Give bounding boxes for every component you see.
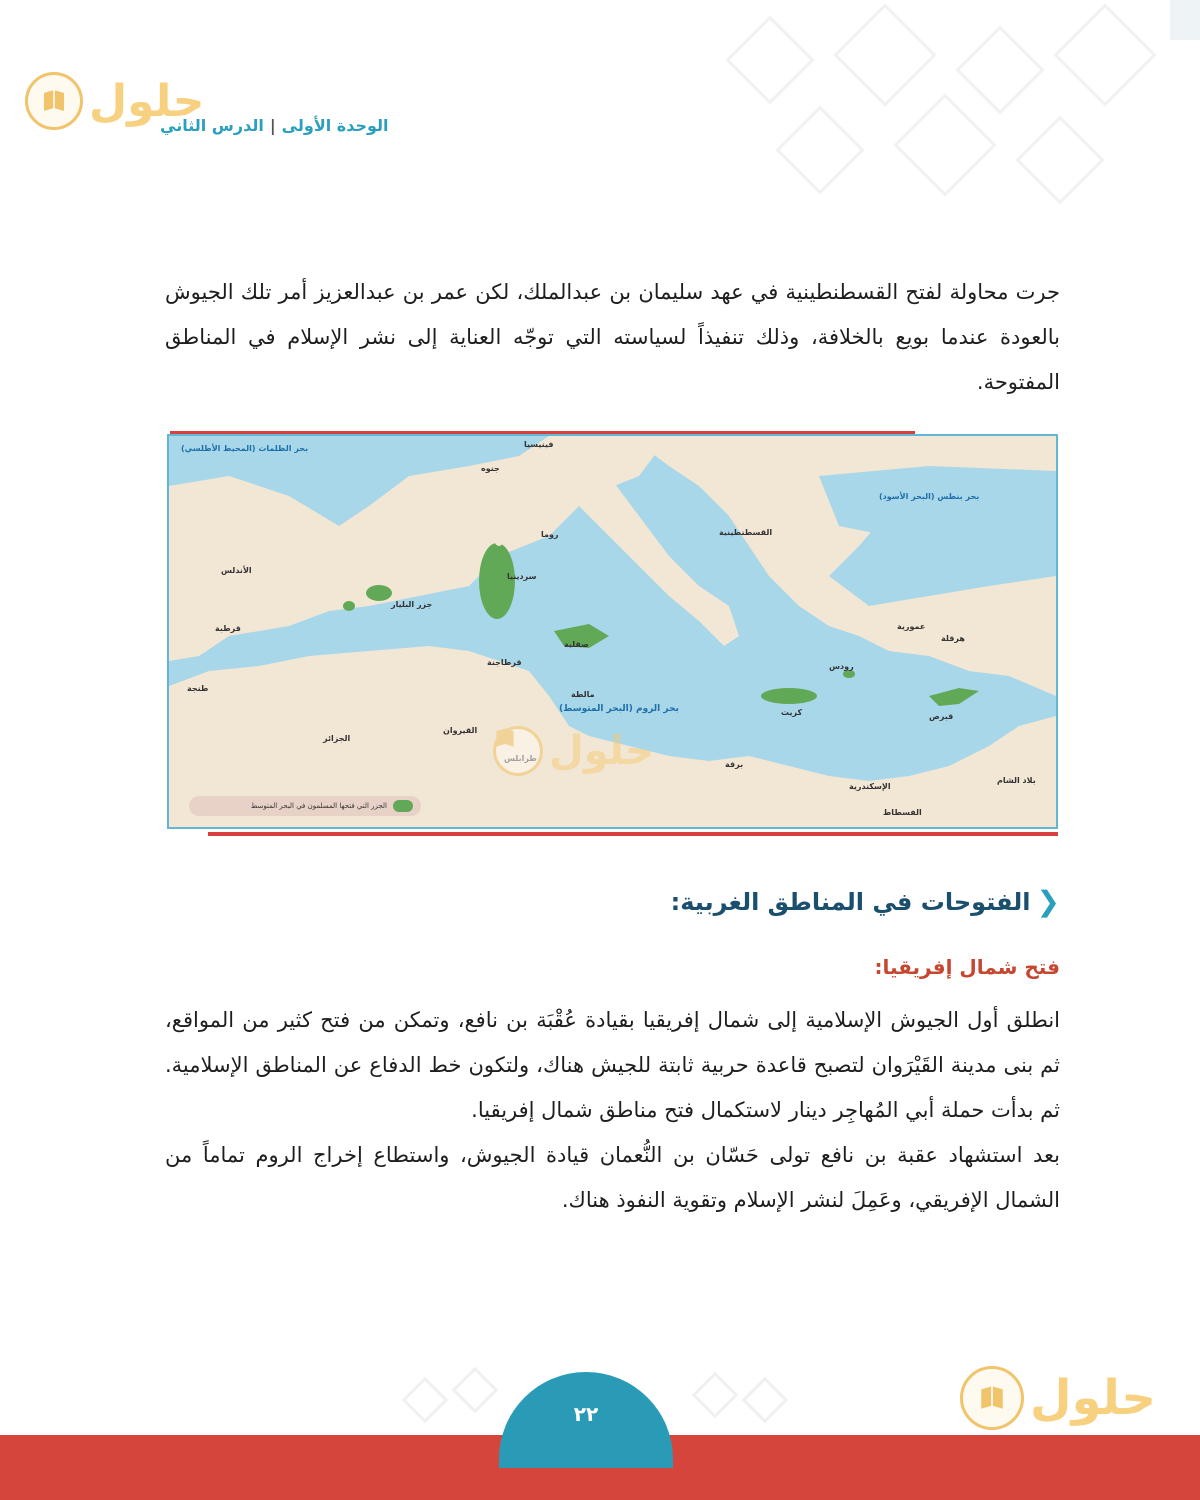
label-mediterranean: بحر الروم (البحر المتوسط)	[559, 704, 679, 714]
label-balearic: جزر البليار	[391, 600, 433, 609]
page-number: ٢٢	[573, 1402, 599, 1426]
header-breadcrumb	[160, 116, 389, 135]
label-cyprus: قبرص	[929, 712, 954, 721]
book-icon	[960, 1366, 1024, 1430]
corsica-island	[491, 506, 507, 546]
map-legend	[189, 796, 421, 816]
sardinia-island	[479, 543, 515, 619]
logo-word: حلول	[1030, 1370, 1156, 1426]
label-sham: بلاد الشام	[997, 776, 1036, 785]
hlol-logo-map	[493, 726, 654, 776]
label-black-sea: بحر بنطس (البحر الأسود)	[879, 492, 980, 501]
label-alexandria: الإسكندرية	[849, 782, 891, 791]
logo-word: حلول	[89, 75, 205, 127]
subheading: فتح شمال إفريقيا:	[874, 955, 1060, 979]
label-andalus: الأندلس	[221, 566, 252, 575]
label-sicily: صقلية	[564, 640, 589, 649]
label-rhodes: رودس	[829, 662, 854, 671]
label-malta: مالطة	[571, 690, 595, 699]
book-icon	[493, 726, 543, 776]
map-bottom-rule	[208, 832, 1058, 836]
label-algeria: الجزائر	[323, 734, 351, 743]
label-kairouan: القيروان	[443, 726, 478, 735]
legend-swatch	[393, 800, 413, 812]
label-sardinia: سردينيا	[507, 572, 537, 581]
ibiza-island	[343, 601, 355, 611]
crete-island	[761, 688, 817, 704]
body-paragraph-2: بعد استشهاد عقبة بن نافع تولى حَسّان بن النُّعمان قيادة الجيوش، واستطاع إخراج الروم تماماً من الشمال الإفريقي، وعَمِلَ لنشر الإسلام وتقوية النفوذ هناك.	[165, 1143, 1060, 1212]
unit-label: الوحدة الأولى	[281, 116, 389, 135]
section-title: الفتوحات في المناطق الغربية:	[670, 888, 1031, 916]
body-paragraphs	[165, 998, 1060, 1223]
label-heraclea: هرقلة	[941, 634, 965, 643]
lesson-label: الدرس الثاني	[160, 116, 264, 135]
historical-map	[167, 434, 1058, 829]
label-crete: كريت	[781, 708, 803, 717]
label-amorium: عمورية	[897, 622, 926, 631]
logo-word: حلول	[549, 728, 654, 774]
separator: |	[269, 116, 276, 135]
label-atlantic: بحر الظلمات (المحيط الأطلسي)	[181, 444, 309, 453]
label-carthage: قرطاجنة	[487, 658, 522, 667]
body-paragraph-1: انطلق أول الجيوش الإسلامية إلى شمال إفريقيا بقيادة عُقْبَة بن نافع، وتمكن من فتح كثير من المواقع، ثم بنى مدينة القَيْرَوان لتصبح قاعدة حربية ثابتة للجيش هناك، ولتكون خط الدفاع عن المناطق الإسلامية. ثم بدأت حملة أبي المُهاجِر دينار لاستكمال فتح مناطق شمال إفريقيا.	[165, 1008, 1060, 1122]
intro-paragraph	[165, 270, 1060, 405]
rhodes-island	[843, 670, 855, 678]
majorca-island	[366, 585, 392, 601]
section-heading	[670, 885, 1060, 918]
double-chevron-icon: ❮	[1036, 885, 1060, 918]
background-pattern	[680, 0, 1200, 230]
label-barqa: برقة	[725, 760, 744, 769]
book-icon	[25, 72, 83, 130]
intro-text: جرت محاولة لفتح القسطنطينية في عهد سليمان بن عبدالملك، لكن عمر بن عبدالعزيز أمر تلك الجيوش بالعودة عندما بويع بالخلافة، وذلك تنفيذاً لسياسته التي توجّه العناية إلى نشر الإسلام في المناطق المفتوحة.	[165, 280, 1060, 394]
label-genoa: جنوه	[481, 464, 500, 473]
label-rome: روما	[541, 530, 559, 539]
hlol-logo-bottom	[960, 1366, 1156, 1430]
label-venice: فينيسيا	[524, 440, 554, 449]
label-tangier: طنجة	[187, 684, 209, 693]
legend-text: الجزر التي فتحها المسلمون في البحر المتوسط	[250, 802, 387, 810]
label-cordoba: قرطبة	[215, 624, 241, 633]
label-constantinople: القسطنطينية	[719, 528, 773, 537]
label-fustat: الفسطاط	[883, 808, 922, 817]
